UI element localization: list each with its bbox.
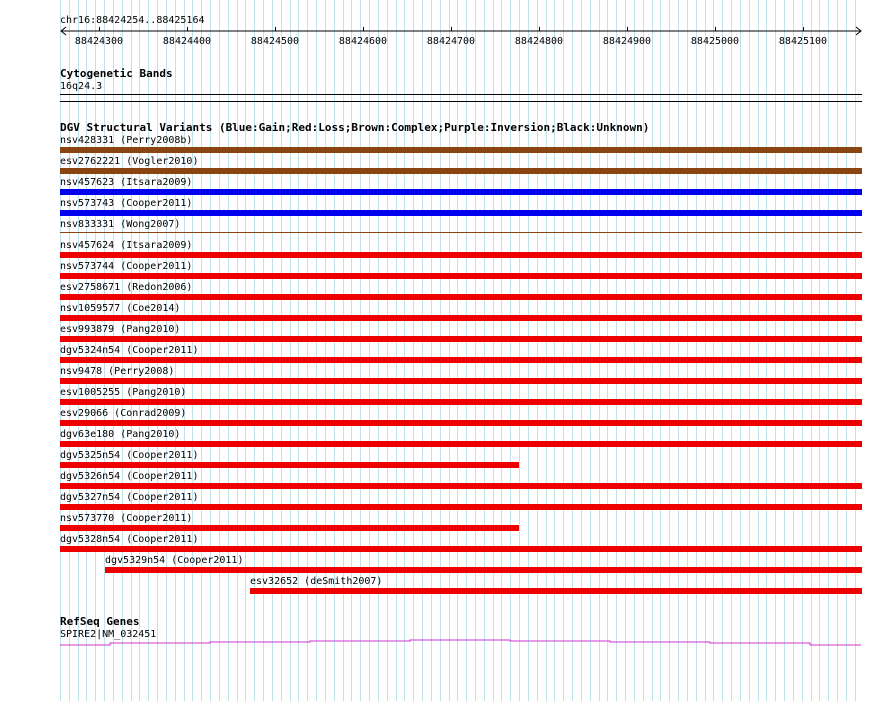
variant-bar[interactable]	[250, 588, 862, 594]
ruler-tick-label: 88424700	[426, 36, 476, 47]
ruler-tick-label: 88425100	[778, 36, 828, 47]
variant-label[interactable]: dgv5327n54 (Cooper2011)	[60, 492, 199, 503]
region-label: chr16:88424254..88425164	[60, 15, 205, 26]
variant-bar[interactable]	[105, 567, 862, 573]
gene-label[interactable]: SPIRE2|NM_032451	[60, 629, 157, 640]
ruler-tick-label: 88425000	[690, 36, 740, 47]
variant-label[interactable]: esv2762221 (Vogler2010)	[60, 156, 199, 167]
variant-label[interactable]: dgv5328n54 (Cooper2011)	[60, 534, 199, 545]
ruler-tick-label: 88424400	[162, 36, 212, 47]
gene-model[interactable]	[0, 636, 890, 650]
variant-bar[interactable]	[60, 399, 862, 405]
variant-bar[interactable]	[60, 336, 862, 342]
dgv-title: DGV Structural Variants (Blue:Gain;Red:Loss;Brown:Complex;Purple:Inversion;Black:Unknown)	[60, 121, 650, 134]
ruler-tick-mark	[803, 27, 804, 31]
variant-bar[interactable]	[60, 378, 862, 384]
cytoband-track-line	[60, 94, 862, 95]
ruler-tick-mark	[539, 27, 540, 31]
cytoband-track-line	[60, 101, 862, 102]
variant-bar[interactable]	[60, 168, 862, 174]
variant-label[interactable]: nsv1059577 (Coe2014)	[60, 303, 181, 314]
variant-bar[interactable]	[60, 441, 862, 447]
ruler-tick-mark	[187, 27, 188, 31]
cytoband-title: Cytogenetic Bands	[60, 67, 173, 80]
ruler-tick-label: 88424800	[514, 36, 564, 47]
refseq-title: RefSeq Genes	[60, 615, 140, 628]
variant-label[interactable]: dgv5329n54 (Cooper2011)	[105, 555, 244, 566]
ruler-tick-mark	[363, 27, 364, 31]
variant-label[interactable]: esv29066 (Conrad2009)	[60, 408, 187, 419]
variant-bar[interactable]	[60, 462, 519, 468]
variant-label[interactable]: nsv428331 (Perry2008b)	[60, 135, 193, 146]
variant-bar[interactable]	[60, 210, 862, 216]
variant-label[interactable]: nsv573743 (Cooper2011)	[60, 198, 193, 209]
variant-bar[interactable]	[60, 294, 862, 300]
variant-bar[interactable]	[60, 315, 862, 321]
ruler-tick-mark	[451, 27, 452, 31]
variant-bar[interactable]	[60, 420, 862, 426]
variant-bar[interactable]	[60, 504, 862, 510]
variant-label[interactable]: nsv9478 (Perry2008)	[60, 366, 175, 377]
variant-bar[interactable]	[60, 147, 862, 153]
variant-label[interactable]: dgv5324n54 (Cooper2011)	[60, 345, 199, 356]
ruler-tick-mark	[715, 27, 716, 31]
variant-label[interactable]: dgv5326n54 (Cooper2011)	[60, 471, 199, 482]
variant-bar[interactable]	[60, 189, 862, 195]
ruler-tick-label: 88424300	[74, 36, 124, 47]
variant-label[interactable]: esv1005255 (Pang2010)	[60, 387, 187, 398]
variant-label[interactable]: esv2758671 (Redon2006)	[60, 282, 193, 293]
variant-label[interactable]: nsv573744 (Cooper2011)	[60, 261, 193, 272]
variant-label[interactable]: nsv833331 (Wong2007)	[60, 219, 181, 230]
ruler-tick-mark	[99, 27, 100, 31]
variant-label[interactable]: esv32652 (deSmith2007)	[250, 576, 383, 587]
ruler-tick-label: 88424500	[250, 36, 300, 47]
variant-bar[interactable]	[60, 483, 862, 489]
variant-bar[interactable]	[60, 525, 519, 531]
variant-bar[interactable]	[60, 252, 862, 258]
variant-label[interactable]: esv993879 (Pang2010)	[60, 324, 181, 335]
variant-label[interactable]: dgv63e180 (Pang2010)	[60, 429, 181, 440]
variant-label[interactable]: nsv573770 (Cooper2011)	[60, 513, 193, 524]
variant-bar[interactable]	[60, 232, 862, 233]
variant-bar[interactable]	[60, 273, 862, 279]
cytoband-label: 16q24.3	[60, 81, 103, 92]
ruler-tick-label: 88424600	[338, 36, 388, 47]
ruler-tick-mark	[627, 27, 628, 31]
ruler-tick-label: 88424900	[602, 36, 652, 47]
variant-bar[interactable]	[60, 357, 862, 363]
ruler-tick-mark	[275, 27, 276, 31]
variant-label[interactable]: nsv457623 (Itsara2009)	[60, 177, 193, 188]
variant-bar[interactable]	[60, 546, 862, 552]
variant-label[interactable]: dgv5325n54 (Cooper2011)	[60, 450, 199, 461]
variant-label[interactable]: nsv457624 (Itsara2009)	[60, 240, 193, 251]
